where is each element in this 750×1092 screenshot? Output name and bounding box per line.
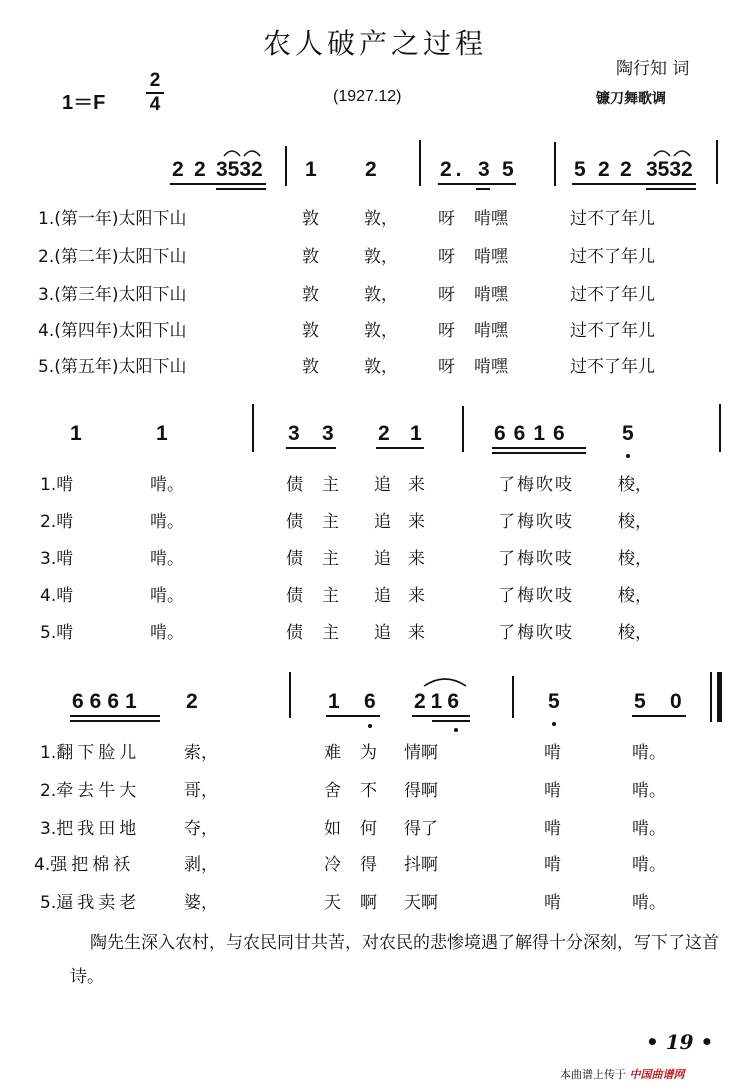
lyric-text: 主 [322,623,339,643]
lyric-text: 来 [408,549,425,569]
lyric-text: 啃嘿 [474,357,508,377]
lyric-text: 夺， [184,819,218,839]
lyric-text: 啃嘿 [474,321,508,341]
lyric-text: 啃。 [150,586,184,606]
slur-mark [652,146,692,158]
verse-number: 3. [40,819,57,839]
lyric-text: 呀 [438,209,455,229]
note: 1 [328,690,340,713]
note-group: 6661 [72,690,143,713]
lyric-text: 了梅吹吱 [498,586,574,606]
lyric-text: 冷 [324,855,341,875]
final-bar-line [710,672,712,722]
beam-line [438,183,516,185]
footer-text: 本曲谱上传于 [560,1068,626,1081]
bar-line [716,140,718,184]
lyric-text: 啃 [544,743,561,763]
bar-line [419,140,421,186]
lyric-text: (第三年)太阳下山 [54,285,187,305]
lyric-text: 呀 [438,285,455,305]
verse-number: 1. [38,209,55,229]
note-group: 6616 [494,422,573,445]
beam-line [376,447,424,449]
lyric-text: 敦， [364,357,398,377]
lyric-text: 何 [360,819,377,839]
lyric-text: 债 [286,623,303,643]
lyric-text: 债 [286,586,303,606]
beam-line [632,715,686,717]
note: 5 [574,158,586,181]
verse-number: 3. [38,285,55,305]
lyric-text: 了梅吹吱 [498,623,574,643]
bar-line [719,404,721,452]
lyric-text: 主 [322,512,339,532]
beam-line [572,183,696,185]
note: 2 [365,158,377,181]
lyric-text: 啃。 [632,855,666,875]
beam-line [70,715,160,717]
beam-line [492,447,586,449]
note: 1 [156,422,168,445]
beam-line [432,720,470,722]
lower-octave-dot [626,454,630,458]
lyric-text: 过不了年儿 [570,357,655,377]
lyric-text: 梭， [618,549,652,569]
bar-line [554,142,556,186]
lyric-text: 如 [324,819,341,839]
beam-line [412,715,470,717]
lyric-line [40,544,73,569]
lyric-text: 不 [360,781,377,801]
verse-number: 5. [40,893,57,913]
song-note-paragraph: 陶先生深入农村，与农民同甘共苦，对农民的悲惨境遇了解得十分深刻，写下了这首诗。 [70,933,719,987]
lyric-text: 呀 [438,321,455,341]
lyric-text: 呀 [438,357,455,377]
beam-line [492,452,586,454]
note: 1 [305,158,317,181]
song-title: 农人破产之过程 [262,27,487,60]
note: 2 [378,422,390,445]
verse-number: 1. [40,475,57,495]
lyric-text: 主 [322,475,339,495]
lyric-text: 翻下脸儿 [56,743,141,763]
note: 2. [440,158,466,181]
lyric-text: 舍 [324,781,341,801]
lyric-text: 债 [286,512,303,532]
note: 5 [622,422,634,445]
lyric-text: 啃。 [632,819,666,839]
lyric-text: 啃。 [150,512,184,532]
lyric-text: 强把棉袄 [50,855,135,875]
lyric-line [38,316,187,341]
lyric-text: 抖啊 [404,855,438,875]
beam-line [476,188,490,190]
lyric-line [40,738,140,763]
lyric-text: 呀 [438,247,455,267]
lyricist-credit: 陶行知 词 [616,59,690,79]
note: 0 [670,690,682,713]
lyric-text: 过不了年儿 [570,247,655,267]
lyric-text: 啃。 [150,549,184,569]
note: 1 [410,422,422,445]
lyric-text: 敦， [364,247,398,267]
lyric-text: 梭， [618,475,652,495]
note: 2 [620,158,632,181]
lyric-text: 了梅吹吱 [498,475,574,495]
lyric-text: 追 [374,623,391,643]
footer-credit [560,1066,685,1082]
lyric-text: 啃 [544,855,561,875]
lyric-text: 了梅吹吱 [498,512,574,532]
lyric-text: 得 [360,855,377,875]
tune-credit: 镰刀舞歌调 [596,91,666,107]
page-number: • 19 • [646,1030,714,1054]
lyric-text: 逼我卖老 [56,893,141,913]
bar-line [462,406,464,452]
lyric-text: 啃 [56,586,74,606]
note-group: 216 [414,690,465,713]
note: 2 [598,158,610,181]
verse-number: 4. [34,855,51,875]
bar-line [285,146,287,186]
lyric-text: 敦 [302,247,319,267]
bar-line [512,676,514,718]
note: 6 [364,690,376,713]
note: 2 [172,158,184,181]
lyric-text: 啊 [360,893,377,913]
lyric-line [40,618,73,643]
lyric-line [38,204,187,229]
slur-mark [222,146,262,158]
note-group: 3532 [216,158,263,181]
lyric-line [40,814,140,839]
lyric-text: 梭， [618,512,652,532]
lyric-text: 啃 [544,819,561,839]
lyric-line [40,888,140,913]
lyric-text: 过不了年儿 [570,285,655,305]
lyric-text: 债 [286,475,303,495]
note: 1 [70,422,82,445]
lyric-text: 主 [322,549,339,569]
verse-number: 4. [40,586,57,606]
lyric-text: 啃嘿 [474,285,508,305]
note-group: 3532 [646,158,693,181]
bar-line [252,404,254,452]
slur-mark [422,676,468,688]
lyric-text: 索， [184,743,218,763]
bar-line [289,672,291,718]
beam-line [326,715,380,717]
lyric-text: (第四年)太阳下山 [54,321,187,341]
lyric-text: 追 [374,586,391,606]
verse-number: 2. [40,781,57,801]
beam-line [286,447,336,449]
lyric-text: 追 [374,512,391,532]
lyric-text: 牵去牛大 [56,781,141,801]
lyric-text: 婆， [184,893,218,913]
note: 5 [634,690,646,713]
lyric-text: 情啊 [404,743,438,763]
beam-line [170,183,266,185]
note: 3 [288,422,300,445]
lyric-text: 追 [374,549,391,569]
lyric-text: 敦， [364,285,398,305]
lyric-text: 过不了年儿 [570,209,655,229]
lyric-text: 啃 [544,893,561,913]
lyric-line [38,352,187,377]
verse-number: 5. [40,623,57,643]
lyric-text: 把我田地 [56,819,141,839]
verse-number: 1. [40,743,57,763]
lyric-text: 哥， [184,781,218,801]
lyric-text: 来 [408,586,425,606]
verse-number: 2. [38,247,55,267]
lyric-text: 啃嘿 [474,247,508,267]
lyric-line [40,470,73,495]
lower-octave-dot [454,728,458,732]
lyric-text: 债 [286,549,303,569]
lyric-text: 主 [322,586,339,606]
lyric-text: 梭， [618,623,652,643]
beam-line [70,720,160,722]
lyric-line [40,581,73,606]
lyric-text: 啃。 [632,743,666,763]
lyric-text: 了梅吹吱 [498,549,574,569]
note: 3 [478,158,490,181]
lyric-text: 剥， [184,855,218,875]
key-signature: 1＝F [62,92,106,114]
lyric-text: 敦 [302,209,319,229]
lyric-text: 啃 [56,475,74,495]
note: 2 [186,690,198,713]
final-bar-thick [717,672,722,722]
lyric-text: 啃 [56,512,74,532]
lyric-text: 为 [360,743,377,763]
time-signature-bottom: 4 [149,94,161,115]
lyric-text: 敦， [364,209,398,229]
lower-octave-dot [552,722,556,726]
time-signature [146,72,164,114]
beam-line [216,188,266,190]
lyric-text: 过不了年儿 [570,321,655,341]
lyric-text: 啃嘿 [474,209,508,229]
lyric-text: 天啊 [404,893,438,913]
lyric-text: 啃。 [150,623,184,643]
lyric-text: 梭， [618,586,652,606]
lyric-text: 啃。 [150,475,184,495]
verse-number: 5. [38,357,55,377]
verse-number: 2. [40,512,57,532]
lyric-text: 敦 [302,321,319,341]
site-logo-text[interactable]: 中国曲谱网 [629,1068,685,1081]
lyric-text: 敦， [364,321,398,341]
lyric-line [40,776,140,801]
lyric-text: 啃。 [632,893,666,913]
lyric-text: 来 [408,623,425,643]
verse-number: 3. [40,549,57,569]
lyric-text: 天 [324,893,341,913]
lyric-line [38,242,187,267]
note: 3 [322,422,334,445]
lyric-line [40,507,73,532]
beam-line [646,188,696,190]
lyric-text: (第二年)太阳下山 [54,247,187,267]
lyric-text: 得了 [404,819,438,839]
lyric-text: 得啊 [404,781,438,801]
lyric-text: 啃 [56,549,74,569]
lyric-text: 来 [408,512,425,532]
lyric-text: 敦 [302,285,319,305]
lyric-text: 啃。 [632,781,666,801]
lyric-text: 难 [324,743,341,763]
lower-octave-dot [368,724,372,728]
lyric-text: 啃 [56,623,74,643]
lyric-text: (第五年)太阳下山 [54,357,187,377]
verse-number: 4. [38,321,55,341]
lyric-line [38,280,187,305]
lyric-text: 敦 [302,357,319,377]
note: 5 [548,690,560,713]
lyric-text: 来 [408,475,425,495]
time-signature-top: 2 [149,70,161,91]
composition-date: (1927.12) [333,88,402,105]
lyric-text: 啃 [544,781,561,801]
note: 2 [194,158,206,181]
lyric-text: (第一年)太阳下山 [54,209,187,229]
lyric-line [34,850,134,875]
note: 5 [502,158,514,181]
lyric-text: 追 [374,475,391,495]
